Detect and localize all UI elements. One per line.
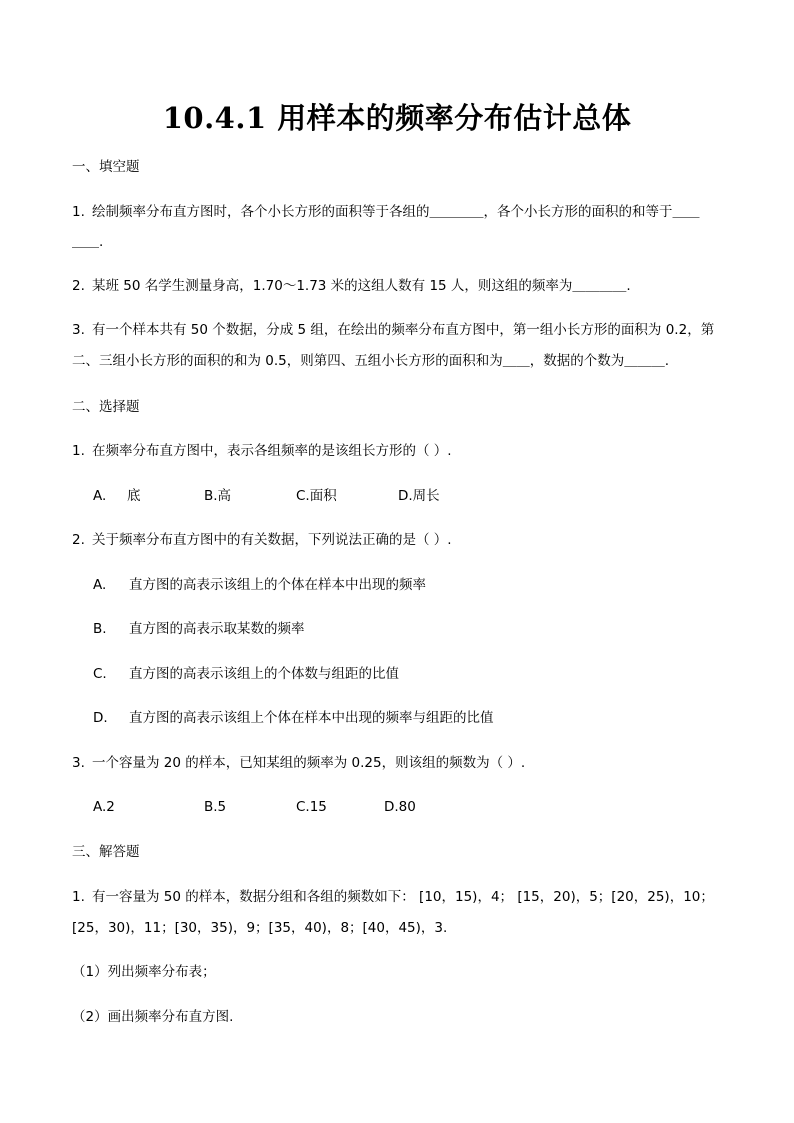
fill-question-2 xyxy=(72,276,631,296)
option-text: 直方图的高表示该组上个体在样本中出现的频率与组距的比值 xyxy=(129,710,494,726)
question-text: 有一容量为 50 的样本，数据分组和各组的频数如下： [10，15)，4； [15，20)，5；[20，25)，10； xyxy=(92,889,714,905)
fill-question-1 xyxy=(72,202,700,222)
choice-1-option-a-letter: A. xyxy=(93,488,107,504)
option-letter: A. xyxy=(93,577,107,593)
choice-2-option-d xyxy=(93,708,494,728)
question-number: 3. xyxy=(72,322,85,338)
choice-1-option-d: D.周长 xyxy=(398,488,440,504)
section-heading-answer: 三、解答题 xyxy=(72,844,140,860)
choice-2-option-c xyxy=(93,664,399,684)
question-text: 某班 50 名学生测量身高，1.70～1.73 米的这组人数有 15 人，则这组的频率为＿＿＿＿. xyxy=(92,278,631,294)
fill-question-3-continued: 二、三组小长方形的面积的和为 0.5，则第四、五组小长方形的面积和为＿＿，数据的个数为＿＿＿. xyxy=(72,353,670,369)
page-title: 10.4.1 用样本的频率分布估计总体 xyxy=(162,101,632,135)
choice-question-3 xyxy=(72,753,525,773)
choice-1-option-a-text: 底 xyxy=(127,488,141,504)
choice-2-option-b xyxy=(93,619,305,639)
question-text: 关于频率分布直方图中的有关数据，下列说法正确的是（ ）. xyxy=(92,532,452,548)
answer-subquestion-2: （2）画出频率分布直方图. xyxy=(72,1009,234,1025)
choice-3-option-a: A.2 xyxy=(93,799,115,815)
section-heading-fill: 一、填空题 xyxy=(72,159,140,175)
question-number: 2. xyxy=(72,278,85,294)
question-number: 1. xyxy=(72,443,85,459)
option-letter: B. xyxy=(93,621,107,637)
answer-subquestion-1: （1）列出频率分布表； xyxy=(72,964,216,980)
question-text: 绘制频率分布直方图时，各个小长方形的面积等于各组的＿＿＿＿，各个小长方形的面积的和等于＿＿ xyxy=(92,204,700,220)
choice-3-option-c: C.15 xyxy=(296,799,327,815)
question-text: 在频率分布直方图中，表示各组频率的是该组长方形的（ ）. xyxy=(92,443,452,459)
question-number: 1. xyxy=(72,204,85,220)
fill-question-3 xyxy=(72,320,714,340)
choice-3-option-d: D.80 xyxy=(384,799,416,815)
choice-1-option-b: B.高 xyxy=(204,488,232,504)
choice-question-2 xyxy=(72,530,452,550)
fill-question-1-continued: ＿＿. xyxy=(72,234,104,250)
question-number: 2. xyxy=(72,532,85,548)
option-text: 直方图的高表示取某数的频率 xyxy=(129,621,305,637)
option-letter: C. xyxy=(93,666,107,682)
option-letter: D. xyxy=(93,710,108,726)
choice-question-1 xyxy=(72,441,452,461)
option-text: 直方图的高表示该组上的个体在样本中出现的频率 xyxy=(129,577,426,593)
question-text: 有一个样本共有 50 个数据，分成 5 组，在绘出的频率分布直方图中，第一组小长方形的面积为 0.2，第 xyxy=(92,322,715,338)
section-heading-choice: 二、选择题 xyxy=(72,399,140,415)
answer-question-1-continued: [25，30)，11；[30，35)，9；[35，40)，8；[40，45)，3. xyxy=(72,920,448,936)
question-text: 一个容量为 20 的样本，已知某组的频率为 0.25，则该组的频数为（ ）. xyxy=(92,755,526,771)
choice-2-option-a xyxy=(93,575,426,595)
question-number: 3. xyxy=(72,755,85,771)
option-text: 直方图的高表示该组上的个体数与组距的比值 xyxy=(129,666,399,682)
question-number: 1. xyxy=(72,889,85,905)
answer-question-1 xyxy=(72,887,714,907)
choice-1-option-c: C.面积 xyxy=(296,488,337,504)
choice-3-option-b: B.5 xyxy=(204,799,227,815)
